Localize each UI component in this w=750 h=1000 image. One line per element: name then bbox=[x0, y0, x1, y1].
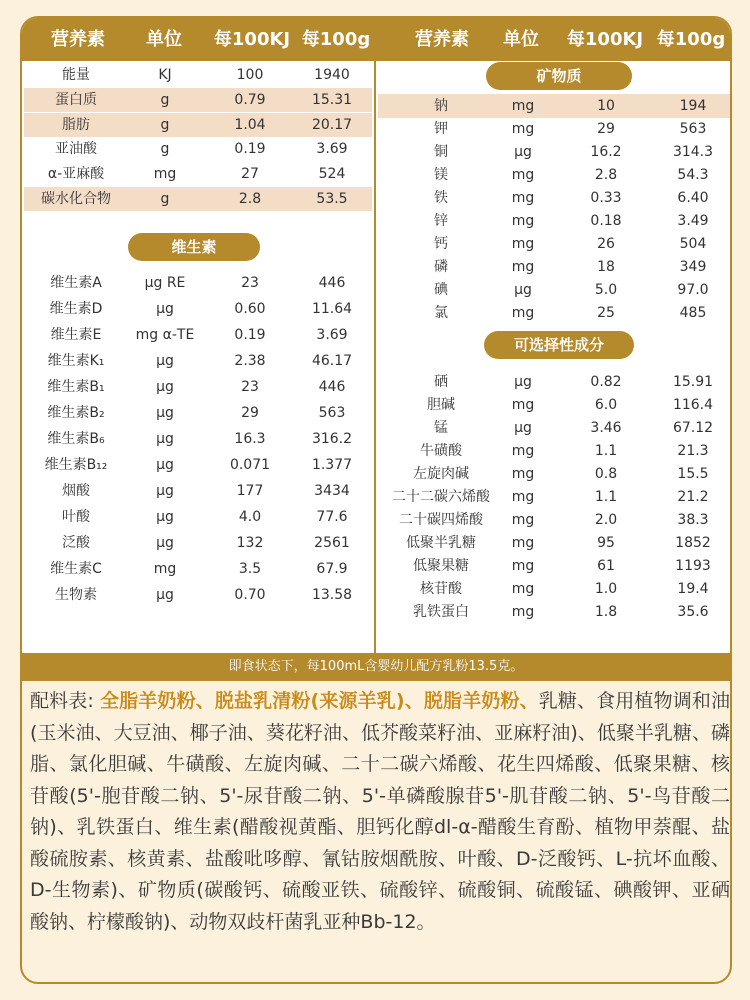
nutrition-panel bbox=[20, 16, 732, 984]
unit: mg bbox=[153, 561, 177, 577]
value-per-100kj: 0.19 bbox=[234, 141, 266, 158]
table-row bbox=[24, 349, 372, 373]
value-per-100kj: 0.82 bbox=[590, 374, 622, 390]
value-per-100g: 77.6 bbox=[316, 509, 348, 525]
unit: mg bbox=[511, 489, 535, 505]
table-row bbox=[378, 416, 732, 440]
nutrient-name: 维生素B₁ bbox=[47, 379, 105, 395]
table-row bbox=[378, 393, 732, 417]
unit: g bbox=[160, 91, 170, 108]
value-per-100g: 446 bbox=[318, 379, 346, 395]
value-per-100kj: 2.0 bbox=[594, 512, 618, 528]
value-per-100kj: 0.19 bbox=[234, 327, 266, 343]
value-per-100kj: 6.0 bbox=[594, 397, 618, 413]
header-nutrient: 营养素 bbox=[51, 29, 105, 50]
value-per-100kj: 1.8 bbox=[594, 604, 618, 620]
header-per-100g: 每100g bbox=[301, 29, 371, 50]
unit: μg bbox=[156, 431, 174, 447]
value-per-100g: 485 bbox=[679, 305, 707, 321]
value-per-100g: 349 bbox=[679, 259, 707, 275]
value-per-100kj: 177 bbox=[236, 483, 264, 499]
nutrient-name: 能量 bbox=[62, 67, 90, 83]
value-per-100g: 446 bbox=[318, 275, 346, 291]
table-row bbox=[378, 485, 732, 509]
nutrient-name: 碘 bbox=[434, 282, 448, 298]
nutrient-name: 低聚半乳糖 bbox=[406, 535, 476, 551]
header-nutrient-right: 营养素 bbox=[415, 29, 469, 50]
table-row bbox=[378, 577, 732, 601]
table-row bbox=[378, 531, 732, 555]
value-per-100kj: 29 bbox=[241, 405, 259, 421]
value-per-100g: 1940 bbox=[314, 67, 350, 83]
unit: mg bbox=[511, 466, 535, 482]
unit: g bbox=[160, 116, 170, 133]
nutrient-name: 左旋肉碱 bbox=[413, 466, 469, 482]
value-per-100kj: 16.3 bbox=[234, 431, 266, 447]
unit: μg bbox=[156, 379, 174, 395]
table-row bbox=[24, 375, 372, 399]
nutrient-name: 叶酸 bbox=[62, 509, 90, 525]
unit: mg bbox=[511, 167, 535, 183]
nutrient-name: 碳水化合物 bbox=[41, 191, 111, 207]
unit: μg bbox=[156, 535, 174, 551]
nutrient-name: 钾 bbox=[434, 121, 448, 137]
nutrient-name: 钠 bbox=[434, 98, 448, 114]
nutrient-name: 二十碳四烯酸 bbox=[399, 512, 483, 528]
nutrient-name: 钙 bbox=[434, 236, 448, 252]
table-row bbox=[378, 186, 732, 210]
unit: μg bbox=[156, 509, 174, 525]
nutrient-name: 锌 bbox=[434, 213, 448, 229]
nutrient-name: α-亚麻酸 bbox=[47, 166, 105, 183]
table-row bbox=[378, 600, 732, 624]
table-row bbox=[378, 508, 732, 532]
table-row bbox=[24, 113, 372, 137]
value-per-100g: 1.377 bbox=[311, 457, 353, 473]
nutrient-name: 硒 bbox=[434, 374, 448, 390]
nutrient-name: 磷 bbox=[434, 259, 448, 275]
header-per-100g-right: 每100g bbox=[656, 29, 726, 50]
nutrient-name: 脂肪 bbox=[62, 116, 90, 133]
nutrient-name: 低聚果糖 bbox=[413, 558, 469, 574]
unit: mg bbox=[511, 558, 535, 574]
table-header bbox=[22, 18, 730, 61]
value-per-100kj: 27 bbox=[241, 166, 259, 183]
table-row bbox=[378, 117, 732, 141]
nutrient-name: 维生素E bbox=[50, 327, 102, 343]
value-per-100kj: 0.79 bbox=[234, 91, 266, 108]
table-row bbox=[378, 140, 732, 164]
value-per-100g: 1852 bbox=[675, 535, 711, 551]
value-per-100kj: 2.8 bbox=[238, 191, 262, 207]
value-per-100g: 53.5 bbox=[316, 191, 348, 207]
nutrient-name: 维生素K₁ bbox=[47, 353, 105, 369]
nutrient-name: 牛磺酸 bbox=[420, 443, 462, 459]
value-per-100g: 116.4 bbox=[672, 397, 714, 413]
value-per-100kj: 1.0 bbox=[594, 581, 618, 597]
table-row bbox=[378, 232, 732, 256]
value-per-100g: 15.31 bbox=[311, 91, 353, 108]
table-row bbox=[378, 370, 732, 394]
unit: μg bbox=[156, 405, 174, 421]
table-row bbox=[24, 505, 372, 529]
value-per-100g: 35.6 bbox=[677, 604, 709, 620]
value-per-100kj: 0.70 bbox=[234, 587, 266, 603]
ingredients-text: 乳糖、食用植物调和油(玉米油、大豆油、椰子油、葵花籽油、低芥酸菜籽油、亚麻籽油)、低聚半乳糖、磷脂、氯化胆碱、牛磺酸、左旋肉碱、二十二碳六烯酸、花生四烯酸、低聚果糖、核苷酸(5'-胞苷酸二钠、5'-尿苷酸二钠、5'-单磷酸腺苷5'-肌苷酸二钠、5'-鸟苷酸二钠)、乳铁蛋白、维生素(醋酸视黄酯、胆钙化醇dl-α-醋酸生育酚、植物甲萘醌、盐酸硫胺素、核黄素、盐酸吡哆醇、氰钴胺烟酰胺、叶酸、D-泛酸钙、L-抗坏血酸、D-生物素)、矿物质(碳酸钙、硫酸亚铁、硫酸锌、硫酸铜、硫酸锰、碘酸钾、亚硒酸钠、柠檬酸钠)、动物双歧杆菌乳亚种Bb-12。 bbox=[30, 690, 730, 933]
table-row bbox=[378, 209, 732, 233]
value-per-100kj: 26 bbox=[597, 236, 615, 252]
value-per-100kj: 10 bbox=[597, 98, 615, 114]
value-per-100g: 194 bbox=[679, 98, 707, 114]
nutrient-name: 维生素B₁₂ bbox=[44, 457, 108, 473]
table-row bbox=[24, 88, 372, 112]
unit: μg bbox=[514, 282, 532, 298]
value-per-100g: 504 bbox=[679, 236, 707, 252]
value-per-100kj: 100 bbox=[236, 67, 264, 83]
nutrient-name: 维生素D bbox=[49, 301, 103, 317]
value-per-100kj: 0.071 bbox=[229, 457, 271, 473]
value-per-100g: 54.3 bbox=[677, 167, 709, 183]
nutrient-name: 胆碱 bbox=[427, 397, 455, 413]
value-per-100g: 3.49 bbox=[677, 213, 709, 229]
value-per-100kj: 0.60 bbox=[234, 301, 266, 317]
table-row bbox=[378, 94, 732, 118]
value-per-100kj: 16.2 bbox=[590, 144, 622, 160]
value-per-100g: 21.3 bbox=[677, 443, 709, 459]
value-per-100kj: 132 bbox=[236, 535, 264, 551]
unit: mg bbox=[511, 397, 535, 413]
nutrient-name: 铁 bbox=[434, 190, 448, 206]
nutrient-name: 维生素B₆ bbox=[47, 431, 105, 447]
value-per-100g: 3.69 bbox=[316, 141, 348, 158]
nutrient-name: 维生素C bbox=[50, 561, 102, 577]
column-divider bbox=[374, 61, 376, 653]
value-per-100kj: 5.0 bbox=[594, 282, 618, 298]
unit: mg bbox=[153, 166, 177, 183]
unit: g bbox=[160, 141, 170, 158]
value-per-100kj: 1.1 bbox=[594, 489, 618, 505]
section-vitamins: 维生素 bbox=[128, 233, 260, 261]
nutrient-name: 镁 bbox=[434, 167, 448, 183]
table-row bbox=[24, 427, 372, 451]
nutrient-name: 维生素A bbox=[50, 275, 102, 291]
table-row bbox=[24, 479, 372, 503]
unit: mg bbox=[511, 190, 535, 206]
table-row bbox=[24, 401, 372, 425]
value-per-100kj: 23 bbox=[241, 379, 259, 395]
ingredients-label: 配料表: bbox=[30, 690, 94, 712]
table-row bbox=[24, 297, 372, 321]
nutrient-name: 锰 bbox=[434, 420, 448, 436]
table-row bbox=[378, 439, 732, 463]
nutrient-name: 乳铁蛋白 bbox=[413, 604, 469, 620]
unit: mg bbox=[511, 305, 535, 321]
section-minerals: 矿物质 bbox=[486, 62, 632, 90]
value-per-100g: 563 bbox=[679, 121, 707, 137]
value-per-100g: 314.3 bbox=[672, 144, 714, 160]
table-row bbox=[24, 162, 372, 186]
ingredients-highlight: 全脂羊奶粉、脱盐乳清粉(来源羊乳)、脱脂羊奶粉、 bbox=[100, 690, 539, 712]
value-per-100kj: 2.38 bbox=[234, 353, 266, 369]
unit: mg bbox=[511, 535, 535, 551]
value-per-100kj: 0.18 bbox=[590, 213, 622, 229]
unit: mg bbox=[511, 443, 535, 459]
header-unit-right: 单位 bbox=[503, 29, 539, 50]
value-per-100kj: 1.1 bbox=[594, 443, 618, 459]
unit: mg α-TE bbox=[135, 327, 195, 343]
unit: mg bbox=[511, 604, 535, 620]
value-per-100g: 3.69 bbox=[316, 327, 348, 343]
value-per-100kj: 23 bbox=[241, 275, 259, 291]
unit: μg bbox=[156, 457, 174, 473]
table-row bbox=[378, 163, 732, 187]
unit: μg bbox=[514, 374, 532, 390]
value-per-100g: 67.9 bbox=[316, 561, 348, 577]
unit: mg bbox=[511, 236, 535, 252]
nutrient-name: 蛋白质 bbox=[55, 91, 97, 108]
nutrient-name: 烟酸 bbox=[62, 483, 90, 499]
value-per-100g: 38.3 bbox=[677, 512, 709, 528]
value-per-100kj: 0.8 bbox=[594, 466, 618, 482]
unit: μg bbox=[156, 301, 174, 317]
nutrient-name: 泛酸 bbox=[62, 535, 90, 551]
value-per-100g: 3434 bbox=[314, 483, 350, 499]
value-per-100g: 563 bbox=[318, 405, 346, 421]
table-row bbox=[24, 453, 372, 477]
value-per-100g: 97.0 bbox=[677, 282, 709, 298]
unit: μg bbox=[514, 420, 532, 436]
table-row bbox=[24, 531, 372, 555]
footnote: 即食状态下，每100mL含婴幼儿配方乳粉13.5克。 bbox=[22, 653, 730, 681]
unit: μg bbox=[156, 353, 174, 369]
value-per-100g: 21.2 bbox=[677, 489, 709, 505]
nutrient-name: 亚油酸 bbox=[55, 141, 97, 158]
value-per-100kj: 2.8 bbox=[594, 167, 618, 183]
table-row bbox=[24, 271, 372, 295]
unit: g bbox=[160, 191, 170, 207]
value-per-100g: 19.4 bbox=[677, 581, 709, 597]
table-row bbox=[24, 557, 372, 581]
value-per-100kj: 95 bbox=[597, 535, 615, 551]
unit: mg bbox=[511, 512, 535, 528]
table-row bbox=[378, 301, 732, 325]
value-per-100kj: 25 bbox=[597, 305, 615, 321]
header-per-100kj-right: 每100KJ bbox=[566, 29, 644, 50]
table-row bbox=[378, 462, 732, 486]
unit: μg bbox=[156, 483, 174, 499]
value-per-100g: 1193 bbox=[675, 558, 711, 574]
header-unit: 单位 bbox=[146, 29, 182, 50]
table-row bbox=[24, 137, 372, 161]
table-row bbox=[24, 63, 372, 87]
value-per-100kj: 18 bbox=[597, 259, 615, 275]
value-per-100g: 524 bbox=[318, 166, 346, 183]
unit: mg bbox=[511, 213, 535, 229]
value-per-100g: 2561 bbox=[314, 535, 350, 551]
value-per-100g: 15.91 bbox=[672, 374, 714, 390]
unit: mg bbox=[511, 98, 535, 114]
value-per-100g: 67.12 bbox=[672, 420, 714, 436]
nutrient-name: 二十二碳六烯酸 bbox=[392, 489, 490, 505]
value-per-100kj: 29 bbox=[597, 121, 615, 137]
nutrient-name: 核苷酸 bbox=[420, 581, 462, 597]
value-per-100g: 11.64 bbox=[311, 301, 353, 317]
value-per-100g: 46.17 bbox=[311, 353, 353, 369]
value-per-100g: 13.58 bbox=[311, 587, 353, 603]
table-row bbox=[378, 554, 732, 578]
table-row bbox=[24, 187, 372, 211]
section-optional: 可选择性成分 bbox=[484, 331, 634, 359]
nutrient-name: 维生素B₂ bbox=[47, 405, 105, 421]
table-row bbox=[378, 255, 732, 279]
unit: μg bbox=[156, 587, 174, 603]
unit: mg bbox=[511, 121, 535, 137]
value-per-100g: 316.2 bbox=[311, 431, 353, 447]
unit: μg RE bbox=[144, 275, 186, 291]
value-per-100kj: 1.04 bbox=[234, 116, 266, 133]
value-per-100g: 6.40 bbox=[677, 190, 709, 206]
value-per-100kj: 3.46 bbox=[590, 420, 622, 436]
unit: μg bbox=[514, 144, 532, 160]
value-per-100kj: 0.33 bbox=[590, 190, 622, 206]
unit: mg bbox=[511, 259, 535, 275]
unit: mg bbox=[511, 581, 535, 597]
table-row bbox=[378, 278, 732, 302]
nutrient-name: 氯 bbox=[434, 305, 448, 321]
value-per-100kj: 61 bbox=[597, 558, 615, 574]
nutrient-name: 生物素 bbox=[55, 587, 97, 603]
value-per-100g: 20.17 bbox=[311, 116, 353, 133]
value-per-100g: 15.5 bbox=[677, 466, 709, 482]
value-per-100kj: 4.0 bbox=[238, 509, 262, 525]
table-row bbox=[24, 583, 372, 607]
nutrient-name: 铜 bbox=[434, 144, 448, 160]
value-per-100kj: 3.5 bbox=[238, 561, 262, 577]
header-per-100kj: 每100KJ bbox=[213, 29, 291, 50]
ingredients-list bbox=[30, 686, 730, 938]
table-row bbox=[24, 323, 372, 347]
unit: KJ bbox=[158, 67, 172, 83]
